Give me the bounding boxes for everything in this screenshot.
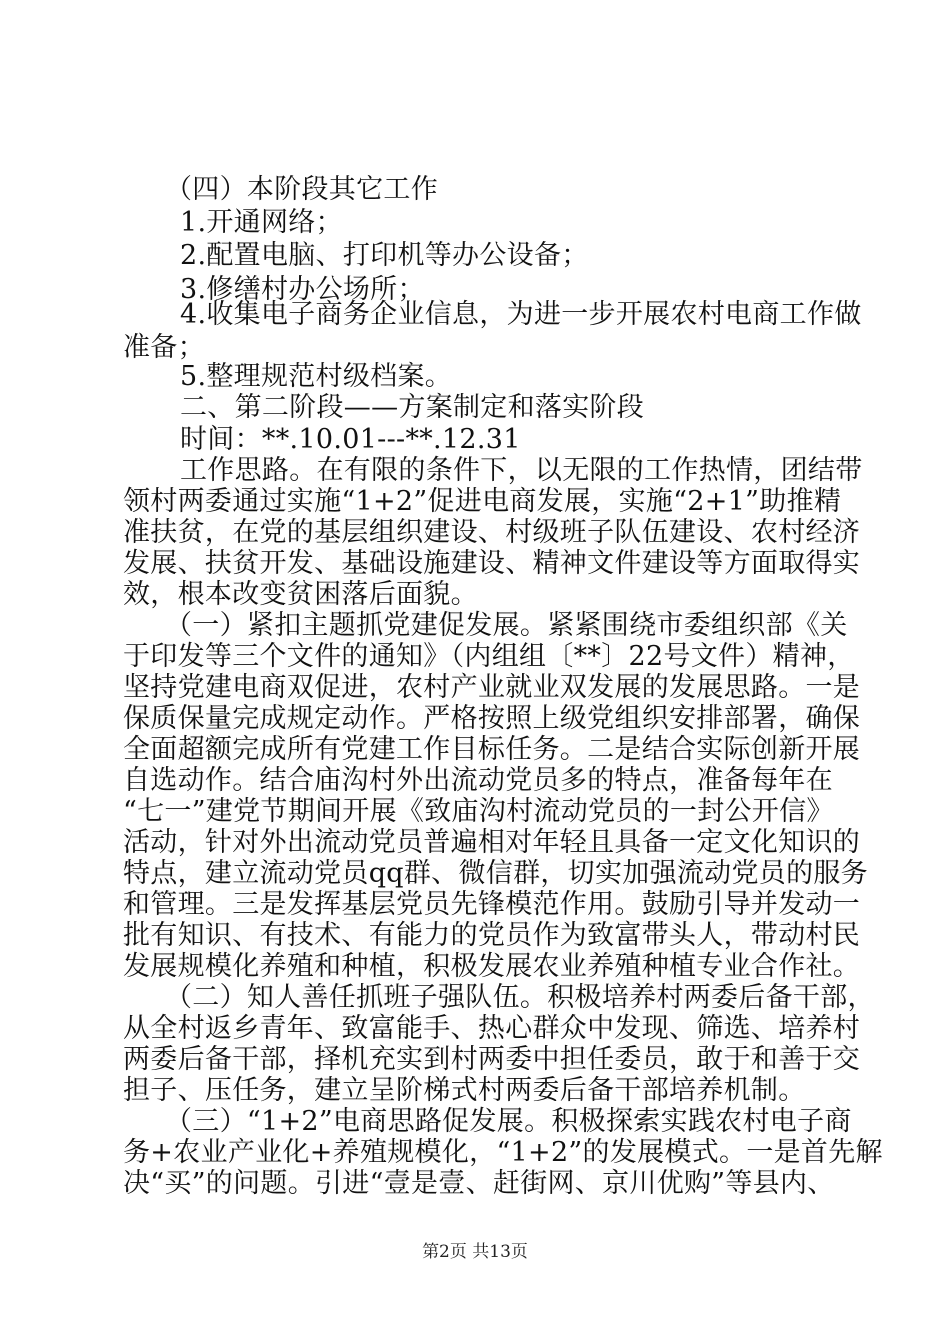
paragraph-line: 坚持党建电商双促进，农村产业就业双发展的发展思路。一是 [123, 672, 861, 703]
paragraph-line: 于印发等三个文件的通知》（内组组〔**〕22号文件）精神， [123, 641, 855, 672]
paragraph-line: 保质保量完成规定动作。严格按照上级党组织安排部署，确保 [123, 703, 861, 734]
list-item-1: 1.开通网络； [180, 207, 343, 238]
paragraph-line: 担子、压任务，建立呈阶梯式村两委后备干部培养机制。 [123, 1075, 806, 1106]
paragraph-line: 自选动作。结合庙沟村外出流动党员多的特点，准备每年在 [123, 765, 833, 796]
list-item-3: 3.修缮村办公场所； [180, 274, 425, 305]
paragraph-line: 务+农业产业化+养殖规模化，“1+2”的发展模式。一是首先解 [123, 1137, 883, 1168]
paragraph-line: （二）知人善任抓班子强队伍。积极培养村两委后备干部， [165, 982, 875, 1013]
stage-two-heading: 二、第二阶段——方案制定和落实阶段 [180, 392, 645, 423]
paragraph-line: 活动，针对外出流动党员普遍相对年轻且具备一定文化知识的 [123, 827, 861, 858]
paragraph-line: “七一”建党节期间开展《致庙沟村流动党员的一封公开信》 [123, 796, 834, 827]
paragraph-line: 发展、扶贫开发、基础设施建设、精神文件建设等方面取得实 [123, 548, 861, 579]
paragraph-line: 工作思路。在有限的条件下，以无限的工作热情，团结带 [180, 455, 863, 486]
list-item-5: 5.整理规范村级档案。 [180, 361, 453, 392]
paragraph-line: 批有知识、有技术、有能力的党员作为致富带头人，带动村民 [123, 920, 861, 951]
paragraph-line: （三）“1+2”电商思路促发展。积极探索实践农村电子商 [165, 1106, 852, 1137]
paragraph-line: 效，根本改变贫困落后面貌。 [123, 579, 478, 610]
list-item-4: 4.收集电子商务企业信息，为进一步开展农村电商工作做 [180, 299, 862, 330]
paragraph-line: 从全村返乡青年、致富能手、热心群众中发现、筛选、培养村 [123, 1013, 861, 1044]
paragraph-line: 特点，建立流动党员qq群、微信群，切实加强流动党员的服务 [123, 858, 868, 889]
paragraph-line: 和管理。三是发挥基层党员先锋模范作用。鼓励引导并发动一 [123, 889, 861, 920]
paragraph-line: （一）紧扣主题抓党建促发展。紧紧围绕市委组织部《关 [165, 610, 848, 641]
list-item-4-cont: 准备； [123, 332, 205, 363]
page-number-footer: 第2页 共13页 [422, 1242, 528, 1262]
paragraph-line: 准扶贫，在党的基层组织建设、村级班子队伍建设、农村经济 [123, 517, 861, 548]
paragraph-line: 领村两委通过实施“1+2”促进电商发展，实施“2+1”助推精 [123, 486, 842, 517]
paragraph-line: 发展规模化养殖和种植，积极发展农业养殖种植专业合作社。 [123, 951, 861, 982]
section-heading-four: （四）本阶段其它工作 [165, 174, 438, 205]
paragraph-line: 两委后备干部，择机充实到村两委中担任委员，敢于和善于交 [123, 1044, 861, 1075]
stage-two-time: 时间：**.10.01---**.12.31 [180, 424, 521, 455]
list-item-2: 2.配置电脑、打印机等办公设备； [180, 240, 589, 271]
paragraph-line: 决“买”的问题。引进“壹是壹、赶街网、京川优购”等县内、 [123, 1168, 835, 1199]
paragraph-line: 全面超额完成所有党建工作目标任务。二是结合实际创新开展 [123, 734, 861, 765]
